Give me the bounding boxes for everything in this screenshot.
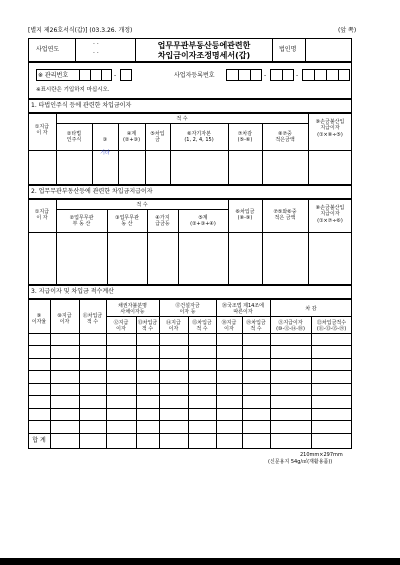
s2-col-lesser: ⑦⑤와⑥중 적은 금액 [273, 209, 297, 222]
s2-col-realestate: ②업무무관 부 동 산 [69, 215, 94, 228]
s3-sub-b-interest: ⑭지급 이자 [166, 320, 181, 333]
s3-group-unclear-creditor: 채권자불분명 사채이자등 [118, 303, 147, 316]
mgmt-no-label: ※ 관리번호 [38, 72, 69, 79]
s3-sub-b-borrow: ⑮차입금 적 수 [192, 320, 212, 333]
paper-size: 210mm×297mm [300, 452, 343, 458]
s2-col-borrowings: ⑥차입금 (⑧-⑨) [235, 209, 255, 222]
s3-sub-a-interest: ⑫지급 이자 [113, 320, 129, 333]
s1-col-lesser: ⑧⑦중 적은금액 [275, 131, 295, 144]
s1-col-3-num: ③ [102, 137, 108, 144]
corp-name-label: 법인명 [279, 46, 297, 53]
s2-col-movables: ③업무무관 동 산 [115, 215, 139, 228]
mgmt-no-field-2[interactable] [120, 69, 132, 81]
s1-col-equity: ⑥자기자본 (1, 2, 4, 15) [184, 131, 214, 144]
year-to: · · [93, 50, 99, 57]
s1-group-header: 적 수 [176, 116, 188, 122]
s3-sub-d-borrow: ㉒차입금적수 (⑪-⑬-⑮-⑲) [316, 320, 347, 333]
section2-heading: 2. 업무무관부동산등에 관련한 차입금지급이자 [31, 188, 153, 195]
s3-col-interest: ⑩지급 이자 [57, 313, 72, 326]
s3-col-borrow-sum: ⑪차입금 적 수 [82, 313, 103, 326]
biz-no-field-1[interactable] [226, 69, 262, 81]
s1-col-3 [92, 131, 118, 156]
s3-sub-c-borrow: ⑲차입금 적 수 [246, 320, 266, 333]
s3-sub-c-interest: ⑱지급 이자 [221, 320, 237, 333]
s3-group-construction: ⑰건설자금 이자 등 [175, 303, 200, 316]
s1-interest-header: ①지급 이 자 [34, 124, 50, 137]
year-from: · · [93, 41, 99, 48]
s3-group-deduction: 차 감 [305, 306, 317, 312]
form-title-line1: 업무무관부동산등에관련한 [157, 41, 251, 50]
s3-group-intl-tax: ⑳국조법 제14조에 따른이자 [222, 303, 264, 316]
s1-col-3-other: 기타 [100, 149, 110, 156]
section1-heading: 1. 타법인주식 등에 관련한 차입금이자 [31, 102, 132, 109]
tax-form-page: [별지 제26호서식(갑)] (03.3.26. 개정) (앞 쪽) 사업연도 · · · · 업무무관부동산등에관련한 차입금이자조정명세서(갑) 법인명 ※ 관리번호 - 사업자등록번호 - - ※표시란은 기입하지 마십시오. 1. 타법인주식 등에 관련한 차입금이자 ①지급 이 자 적 수 ②타법 인주식 ③ 기타 ④계 (②+③) ⑤차입 금 ⑥자기자본 (1, 2, 4, 15) ⑦차감 (⑤-⑥) ⑧⑦중 적은금액 ⑨손금불산입 지급이자 (①×⑧÷⑤) 2. 업무무관부동산등에 관련한 차입금지급이자 ①지급 이 자 적 수 ②업무무관 부 동 산 ③업무무관 동 산 ④가지 급금등 ⑤계 (②+③+④) ⑥차입금 (⑧-⑨) ⑦⑤와⑥중 적은 금액 ⑧손금불산입 지급이자 (①×⑦÷⑥) 3. 지급이자 및 차입금 적수계산 ⑨ 이자율 ⑩지급 이자 ⑪차입금 적 수 채권자불분명 사채이자등 ⑰건설자금 이자 등 ⑳국조법 제14조에 따른이자 차 감 ⑫지급 이자 ⑬차입금 적 수 ⑭지급 이자 ⑮차입금 적 수 ⑱지급 이자 ⑲차입금 적 수 ㉑지급이자 (⑩-⑫-⑭-⑱) ㉒차입금적수 (⑪-⑬-⑮-⑲) 합 계 210mm×297mm (신문용지 54g/㎡(재활용품)) [0, 0, 400, 565]
s1-col-other-corp-stock: ②타법 인주식 [66, 131, 82, 144]
s3-sub-d-interest: ㉑지급이자 (⑩-⑫-⑭-⑱) [276, 320, 305, 333]
s2-interest-header: ①지급 이 자 [34, 209, 50, 222]
page-mark: (앞 쪽) [338, 27, 357, 34]
s1-col-sum: ④계 (②+③) [122, 131, 141, 144]
bottom-border [0, 558, 400, 565]
paper-type: (신문용지 54g/㎡(재활용품)) [268, 459, 333, 465]
s3-total-label: 합 계 [32, 437, 46, 444]
year-label: 사업연도 [36, 46, 60, 53]
s2-group-header: 적 수 [136, 202, 148, 208]
note-text: ※표시란은 기입하지 마십시오. [36, 87, 110, 93]
form-number: [별지 제26호서식(갑)] (03.3.26. 개정) [28, 27, 133, 34]
form-title-line2: 차입금이자조정명세서(갑) [157, 51, 251, 60]
biz-no-label: 사업자등록번호 [174, 72, 215, 79]
s3-sub-a-borrow: ⑬차입금 적 수 [137, 320, 158, 333]
s2-col-advances: ④가지 급금등 [155, 215, 170, 228]
s1-col-nondeductible: ⑨손금불산입 지급이자 (①×⑧÷⑤) [315, 119, 345, 138]
s2-col-sum: ⑤계 (②+③+④) [190, 215, 216, 228]
s3-col-rate: ⑨ 이자율 [31, 313, 47, 326]
section3-heading: 3. 지급이자 및 차입금 적수계산 [31, 288, 114, 295]
s1-col-borrowings: ⑤차입 금 [150, 131, 165, 144]
s2-col-nondeductible: ⑧손금불산입 지급이자 (①×⑦÷⑥) [315, 205, 345, 224]
s1-col-difference: ⑦차감 (⑤-⑥) [237, 131, 253, 144]
